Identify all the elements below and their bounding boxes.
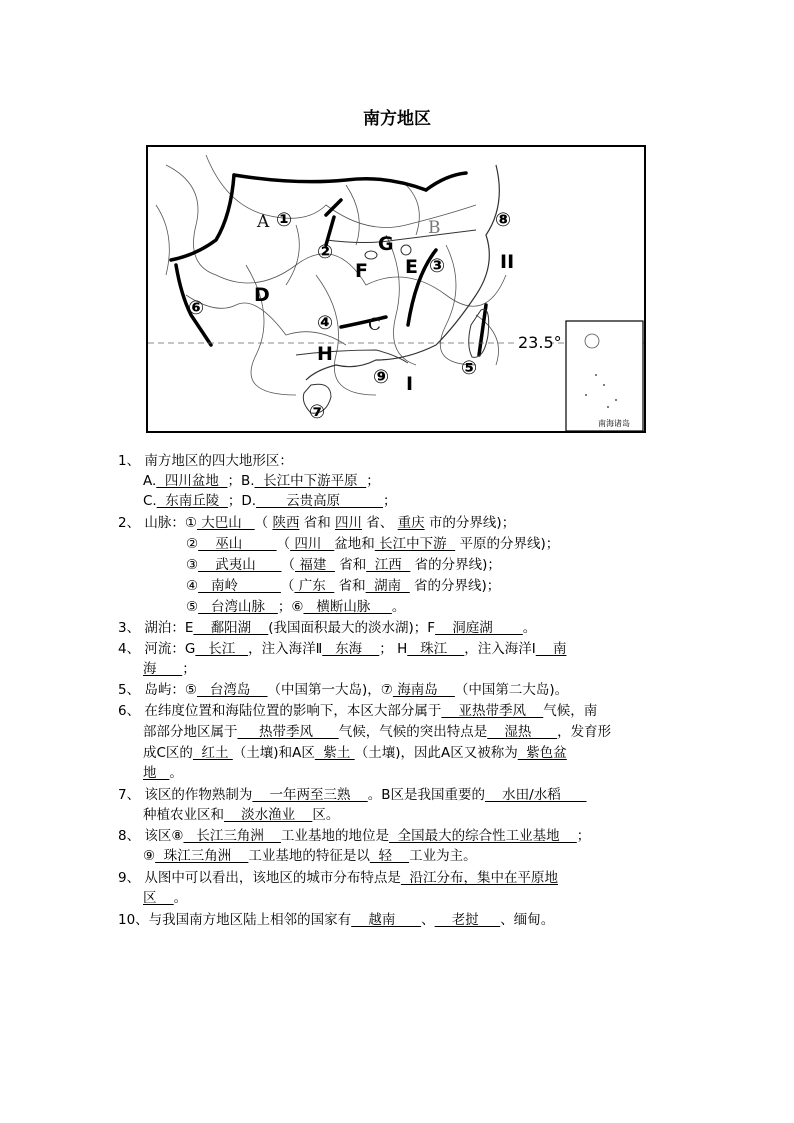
q2-l1-text3: 省、 [362,515,398,531]
q3-line [118,618,536,638]
q4-text2: ； H [379,641,408,657]
label-n8: ⑧ [495,209,512,231]
label-n6: ⑥ [188,297,205,319]
q4-answer-i: 南 [535,641,567,657]
q2-l3-text2: 省和 [334,557,367,573]
q3-answer-e: 鄱阳湖 [193,620,269,636]
q4-line1 [118,639,566,659]
q10-answer-b: 老挝 [434,912,501,928]
q6-line4 [143,763,183,783]
q1-c-prefix: C. [143,493,157,509]
q1-answer-c: 东南丘陵 [156,493,228,509]
q6-answer-d: 红土 [192,745,233,761]
q2-answer-3: 武夷山 [198,557,282,573]
q3-text: (我国面积最大的淡水湖)；F [268,620,436,636]
q5-line [118,680,568,700]
label-n4: ④ [317,312,334,334]
q3-answer-f: 洞庭湖 [435,620,523,636]
q6-text6: （土壤)和A区 [232,745,315,761]
q2-l1-answer-c: 重庆 [397,515,425,531]
q10-prefix: 10、与我国南方地区陆上相邻的国家有 [118,912,352,928]
label-E: E [405,256,418,278]
q7-text: 。B区是我国重要的 [367,787,485,803]
q5-text: （中国第一大岛)，⑦ [267,682,393,698]
q2-l2-text3: 平原的分界线)； [455,536,560,552]
label-n1: ① [276,209,293,231]
q4-answer-h: 珠江 [407,641,465,657]
q2-l3-prefix: ③ [186,557,199,573]
q2-l4-text: （ [280,578,295,594]
q4-prefix: 4、 河流：G [118,641,196,657]
q1-line-ab [143,471,380,491]
q2-l4-answer-b: 湖南 [365,578,410,594]
q1-line-cd [143,491,397,511]
q9-answer-cont: 区 [143,890,174,906]
q3-prefix: 3、 湖泊：E [118,620,194,636]
q6-line2 [143,722,611,742]
q1-end2: ； [383,493,397,509]
q5-end: （中国第二大岛)。 [454,682,569,698]
q10-answer-a: 越南 [351,912,422,928]
q7-line1 [118,785,586,805]
q4-text: ，注入海洋Ⅱ [248,641,323,657]
q8-answer-a: 长江三角洲 [183,828,282,844]
q7-answer-c: 淡水渔业 [224,807,313,823]
q10-line [118,910,554,930]
q1-d-prefix: ；D. [227,493,257,509]
q4-text3: ，注入海洋Ⅰ [464,641,536,657]
q2-l1-prefix: 2、 山脉：① [118,515,197,531]
q7-text2: 种植农业区和 [143,807,224,823]
label-B: B [428,218,441,238]
q5-prefix: 5、 岛屿：⑤ [118,682,197,698]
q9-end: 。 [173,890,188,906]
q4-end: ； [182,661,196,677]
q2-line1 [118,513,515,533]
q2-l2-text2: 盆地和 [334,536,375,552]
q2-l5-text: ；⑥ [277,599,304,615]
south-sea-inset [566,321,643,431]
q3-end: 。 [522,620,537,636]
label-n7: ⑦ [309,401,326,423]
q7-end: 区。 [312,807,340,823]
q2-l5-prefix: ⑤ [186,599,199,615]
q2-l3-answer-a: 福建 [295,557,335,573]
q7-answer-b: 水田/水稻 [485,787,587,803]
q2-l3-answer-b: 江西 [366,557,411,573]
q9-line1 [118,868,558,888]
q8-answer-c: 珠江三角洲 [155,848,249,864]
page-title: 南方地区 [363,109,431,129]
q2-line2 [186,534,559,554]
q1-intro: 1、 南方地区的四大地形区： [118,453,293,469]
q8-prefix: 8、 该区⑧ [118,828,184,844]
q2-answer-5: 台湾山脉 [198,599,278,615]
q5-answer-b: 海南岛 [392,682,455,698]
label-D: D [254,284,270,306]
q8-answer-d: 轻 [369,848,410,864]
q2-l5-end: 。 [391,599,406,615]
south-china-map [146,145,646,433]
q2-l4-answer-a: 广东 [294,578,335,594]
q6-line1 [118,701,597,721]
q2-l2-answer-a: 四川 [290,536,335,552]
q2-l3-text3: 省的分界线)； [410,557,501,573]
q6-end: 。 [169,765,183,781]
q8-text4: 工业基地的特征是以 [248,848,370,864]
q9-prefix: 9、 从图中可以看出，该地区的城市分布特点是 [118,870,401,886]
q6-answer-c: 湿热 [487,724,558,740]
label-H: H [317,343,333,365]
label-F: F [355,260,368,282]
q6-prefix: 6、 在纬度位置和海陆位置的影响下，本区大部分属于 [118,703,442,719]
q10-end: 、缅甸。 [500,912,555,928]
q1-answer-d: 云贵高原 [256,493,384,509]
q6-answer-a: 亚热带季风 [441,703,544,719]
q4-answer-i-cont: 海 [143,661,183,677]
q2-l3-text: （ [281,557,296,573]
q6-text4: ，发育形 [557,724,612,740]
q1-b-prefix: ；B. [227,473,255,489]
q6-text5: 成C区的 [143,745,193,761]
q6-answer-b: 热带季风 [237,724,339,740]
latitude-label: 23.5° [518,333,562,352]
label-n3: ③ [429,255,446,277]
q7-answer-a: 一年两至三熟 [252,787,368,803]
q2-l4-prefix: ④ [186,578,199,594]
q2-l2-prefix: ② [186,536,199,552]
q8-text2: ； [576,828,591,844]
q2-answer-1: 大巴山 [196,515,255,531]
q2-l1-text2: 省和 [299,515,336,531]
q6-text: 气候，南 [543,703,598,719]
q6-answer-f-cont: 地 [143,765,170,781]
q2-line3 [186,555,501,575]
label-C: C [368,315,382,335]
q9-answer: 沿江分布，集中在平原地 [400,870,558,886]
q6-text3: 气候，气候的突出特点是 [338,724,488,740]
q6-answer-e: 紫土 [314,745,355,761]
q6-answer-f: 紫色盆 [517,745,567,761]
q2-l4-text3: 省的分界线)； [409,578,501,594]
q2-l2-answer-b: 长江中下游 [374,536,456,552]
q6-line3 [143,743,567,763]
q5-answer-a: 台湾岛 [196,682,268,698]
label-n5: ⑤ [461,357,478,379]
q6-text2: 部部分地区属于 [143,724,238,740]
q8-text3: ⑨ [143,848,156,864]
q8-answer-b: 全国最大的综合性工业基地 [389,828,577,844]
q2-l1-text: （ [254,515,273,531]
q9-line2 [143,888,187,908]
q8-line1 [118,826,590,846]
q4-answer-g: 长江 [195,641,249,657]
q8-end: 工业为主。 [409,848,477,864]
q2-answer-2: 巫山 [198,536,277,552]
label-G: G [378,233,394,255]
label-n9: ⑨ [373,366,390,388]
label-I: I [406,373,414,395]
q6-text7: （土壤)，因此A区又被称为 [354,745,518,761]
q8-line2 [143,846,477,866]
q1-a-prefix: A. [143,473,157,489]
q2-l1-answer-b: 四川 [335,515,363,531]
q8-text: 工业基地的地位是 [281,828,390,844]
label-A: A [257,212,270,232]
q7-prefix: 7、 该区的作物熟制为 [118,787,253,803]
q1-answer-b: 长江中下游平原 [254,473,367,489]
q2-l2-text: （ [276,536,291,552]
q2-line5 [186,597,405,617]
q1-answer-a: 四川盆地 [156,473,228,489]
q7-line2 [143,805,339,825]
q2-answer-6: 横断山脉 [303,599,392,615]
label-n2: ② [317,241,334,263]
q10-sep: 、 [421,912,435,928]
q4-line2 [143,659,196,679]
q2-l4-text2: 省和 [334,578,366,594]
q2-line4 [186,576,500,596]
q2-l1-answer-a: 陕西 [272,515,300,531]
label-II: II [500,251,515,273]
q4-answer-ii: 东海 [322,641,380,657]
inset-label: 南海诸岛 [598,419,630,428]
q2-answer-4: 南岭 [198,578,281,594]
q2-l1-text4: 市的分界线)； [424,515,516,531]
q1-end1: ； [366,473,380,489]
